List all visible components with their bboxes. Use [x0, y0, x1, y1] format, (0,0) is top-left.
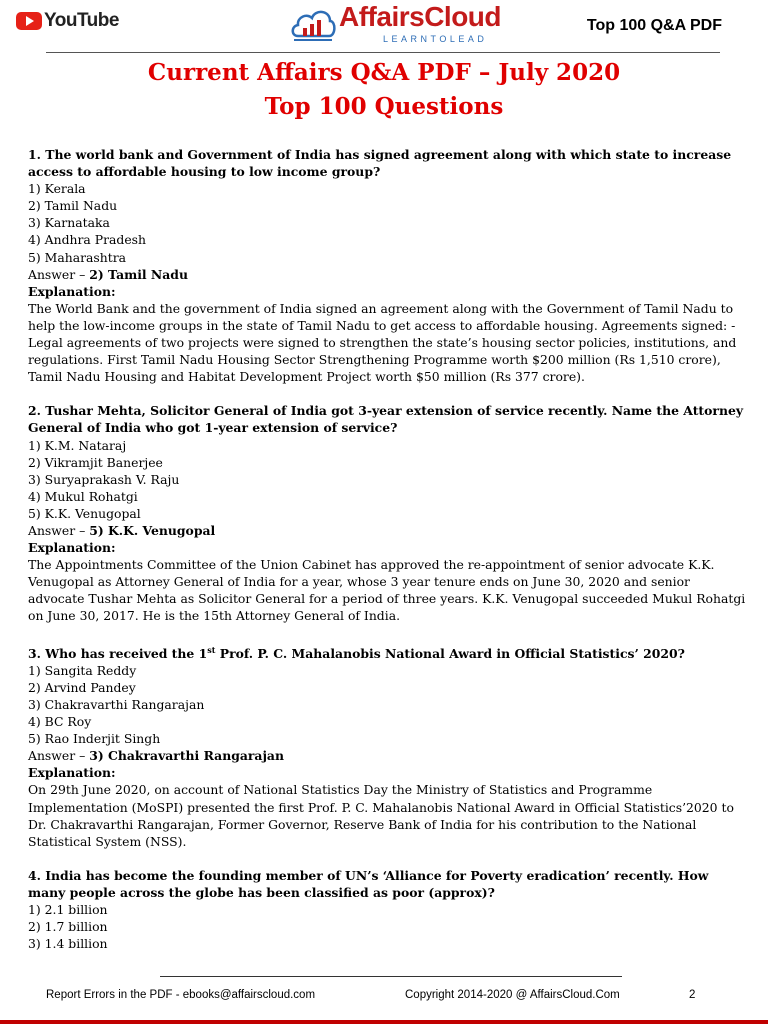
brand-tagline: LEARNTOLEAD	[383, 34, 488, 44]
option: 2) Tamil Nadu	[28, 198, 118, 214]
header-divider	[46, 52, 720, 53]
page-header	[0, 0, 768, 56]
option: 4) Mukul Rohatgi	[28, 488, 138, 504]
option: 5) K.K. Venugopal	[28, 505, 141, 521]
footer-report-errors: Report Errors in the PDF - ebooks@affairscloud.com	[46, 989, 316, 1001]
footer-copyright: Copyright 2014-2020 @ AffairsCloud.Com	[405, 989, 620, 1001]
answer-value: 2) Tamil Nadu	[89, 266, 188, 282]
option: 3) 1.4 billion	[28, 936, 108, 952]
youtube-play-icon	[16, 12, 42, 30]
explanation-label: Explanation:	[28, 283, 116, 299]
option: 1) Sangita Reddy	[28, 662, 137, 678]
question-text: 4. India has become the founding member of UN’s ‘Alliance for Poverty eradication’ recently. How many people across the globe has been classified as poor (approx)?	[28, 867, 709, 900]
explanation-label: Explanation:	[28, 540, 116, 556]
option: 1) 2.1 billion	[28, 901, 108, 917]
question-spacer	[28, 850, 748, 867]
option: 3) Suryaprakash V. Raju	[28, 471, 180, 487]
answer-prefix: Answer –	[28, 522, 90, 538]
page-number: 2	[689, 989, 696, 1001]
footer-divider	[160, 976, 622, 977]
question-text: 1. The world bank and Government of India has signed agreement along with which state to increase access to affordable housing to low income group?	[28, 147, 732, 180]
answer-line	[28, 747, 748, 764]
explanation-text: The Appointments Committee of the Union Cabinet has approved the re-appointment of senior advocate K.K. Venugopal as Attorney General of India for a year, whose 3 year tenure ends on June 30, 2020 and senior advocate Tushar Mehta as Solicitor General for a period of three years. K.K. Venugopal succeeded Mukul Rohatgi on June 30, 2017. He is the 15th Attorney General of India.	[28, 557, 746, 624]
explanation-text: On 29th June 2020, on account of National Statistics Day the Ministry of Statistics and Programme Implementation (MoSPI) presented the first Prof. P. C. Mahalanobis National Award in Official Statistics’2020 to Dr. Chakravarthi Rangarajan, Former Governor, Reserve Bank of India for his contribution to the National Statistical System (NSS).	[28, 782, 734, 849]
answer-line	[28, 266, 748, 283]
option: 2) 1.7 billion	[28, 919, 108, 935]
question-text-part: 3. Who has received the 1	[28, 645, 208, 661]
youtube-logo	[16, 10, 119, 32]
question-spacer	[28, 385, 748, 402]
question-block	[28, 146, 748, 385]
youtube-label: YouTube	[44, 10, 119, 31]
answer-value: 5) K.K. Venugopal	[89, 522, 216, 538]
option: 4) Andhra Pradesh	[28, 232, 146, 248]
questions-content	[28, 146, 748, 952]
cloud-logo-icon	[290, 2, 336, 46]
answer-prefix: Answer –	[28, 266, 90, 282]
question-spacer	[28, 625, 748, 642]
option: 5) Rao Inderjit Singh	[28, 731, 161, 747]
explanation-text: The World Bank and the government of India signed an agreement along with the Government of Tamil Nadu to help the low-income groups in the state of Tamil Nadu to get access to affordable housing. Agreements signed: - Legal agreements of two projects were signed to strengthen the state’s housing sector policies, institutions, and regulations. First Tamil Nadu Housing Sector Strengthening Programme worth $200 million (Rs 1,510 crore), Tamil Nadu Housing and Habitat Development Project worth $50 million (Rs 377 crore).	[28, 300, 737, 385]
option: 1) K.M. Nataraj	[28, 437, 127, 453]
question-block	[28, 402, 748, 624]
option: 1) Kerala	[28, 181, 86, 197]
answer-line	[28, 522, 748, 539]
option: 4) BC Roy	[28, 714, 92, 730]
header-right-label: Top 100 Q&A PDF	[586, 17, 722, 34]
answer-prefix: Answer –	[28, 748, 90, 764]
bottom-accent-bar	[0, 1020, 768, 1024]
explanation-label: Explanation:	[28, 765, 116, 781]
affairscloud-logo	[290, 2, 501, 46]
question-block	[28, 642, 748, 850]
option: 3) Chakravarthi Rangarajan	[28, 696, 205, 712]
question-superscript: st	[207, 644, 216, 655]
page-title-line1: Current Affairs Q&A PDF – July 2020	[147, 59, 621, 86]
option: 2) Vikramjit Banerjee	[28, 454, 163, 470]
question-text-part: Prof. P. C. Mahalanobis National Award in Official Statistics’ 2020?	[215, 645, 685, 661]
question-text	[28, 642, 748, 662]
question-block	[28, 867, 748, 952]
option: 3) Karnataka	[28, 215, 110, 231]
answer-value: 3) Chakravarthi Rangarajan	[89, 748, 284, 764]
option: 5) Maharashtra	[28, 249, 127, 265]
question-text: 2. Tushar Mehta, Solicitor General of India got 3-year extension of service recently. Name the Attorney General of India who got 1-year extension of service?	[28, 403, 744, 436]
brand-name: AffairsCloud	[339, 1, 501, 32]
page-title-line2: Top 100 Questions	[264, 93, 504, 120]
option: 2) Arvind Pandey	[28, 679, 136, 695]
